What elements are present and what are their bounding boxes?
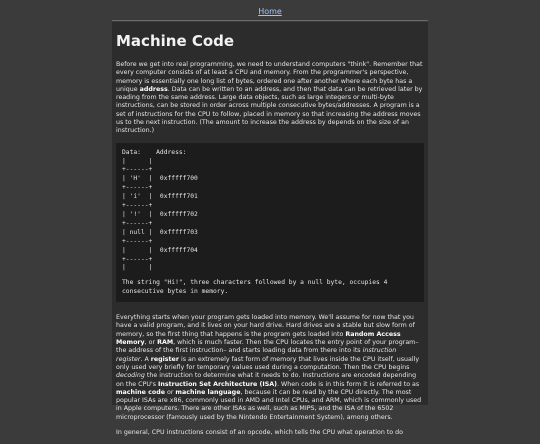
intro-paragraph — [116, 61, 424, 136]
instruction-register-term: instruction register — [116, 347, 397, 363]
isa-term: Instruction Set Architecture (ISA) — [158, 380, 278, 388]
p3-text-1: In general, CPU instructions consist of an opcode, which tells the CPU what operation to do — [116, 429, 404, 437]
opcode-paragraph — [116, 429, 424, 437]
top-bar — [0, 0, 540, 22]
page-title: Machine Code — [116, 32, 235, 50]
article-body — [116, 32, 424, 444]
p2-text-1: Everything starts when your program gets loaded into memory. We'll assume for now that you have a valid program, and it lives on your hard drive. Hard drives are a stable but slow form of memory, so the first thing that happens is the program gets loaded into — [116, 314, 415, 338]
memory-diagram — [116, 143, 424, 303]
machine-code-term: machine code — [116, 388, 165, 396]
memory-diagram-text: Data: Address: | | +------+ | 'H' | 0xfffff700 +------+ | 'i' | 0xfffff701 +------+ | '!' | 0xfffff702 +------+ | null | 0xfffff703 +------+ | | 0xfffff704 +------+ | | — [122, 148, 198, 272]
intro-text-2: . Data can be written to an address, and then that data can be retrieved later by reading from the same address. Large data objects, such as large integers or multi-byte instructions, can be stored in order across multiple consecutive bytes/addresses. A program is a set of instructions for the CPU to follow, placed in memory so that increasing the address moves us to the next instruction. (The amount to increase the address by depends on the size of an instruction.) — [116, 85, 423, 135]
p2-text-3: , which is much faster. Then the CPU locates the entry point of your program– the address of the first instruction– and starts loading data from there into its — [116, 339, 419, 355]
header-divider — [112, 20, 428, 21]
p2-text-9: , because it can be read by the CPU directly. The most popular ISAs are x86, commonly used in AMD and Intel CPUs, and ARM, which is commonly used in Apple computers. There are other ISAs as well, such as MIPS, and the ISA of the 6502 microprocessor (famously used by the Nintendo Entertainment System), among others. — [116, 388, 422, 421]
p2-text-6: the instruction to determine what it needs to do. Instructions are encoded depending on the CPU's — [116, 372, 417, 388]
register-term: register — [150, 355, 179, 363]
article — [112, 22, 428, 437]
p2-text-4: . A — [140, 355, 151, 363]
machine-language-term: machine language — [175, 388, 241, 396]
ram-term: RAM — [157, 339, 174, 347]
decoding-term: decoding — [116, 372, 145, 380]
home-link[interactable]: Home — [258, 7, 282, 16]
p2-text-5: is an extremely fast form of memory that lives inside the CPU itself, usually only used very briefly for temporary values used during a computation. Then the CPU begins — [116, 355, 420, 371]
ram-full-term: Random Access Memory — [116, 330, 401, 347]
p2-text-8: or — [164, 388, 176, 396]
intro-text-1: Before we get into real programming, we need to understand computers "think". Remember that every computer consists of at least a CPU and memory. From the programmer's perspective, memory is essentially one long list of bytes, ordered one after another where each byte has a unique — [116, 61, 423, 93]
memory-diagram-caption: The string "Hi!", three characters followed by a null byte, occupies 4 consecutive bytes in memory. — [122, 279, 388, 296]
address-term: address — [139, 85, 168, 93]
loading-paragraph — [116, 314, 424, 422]
p2-text-7: . When code is in this form it is referred to as — [277, 380, 420, 388]
p2-text-2: , or — [144, 339, 158, 347]
